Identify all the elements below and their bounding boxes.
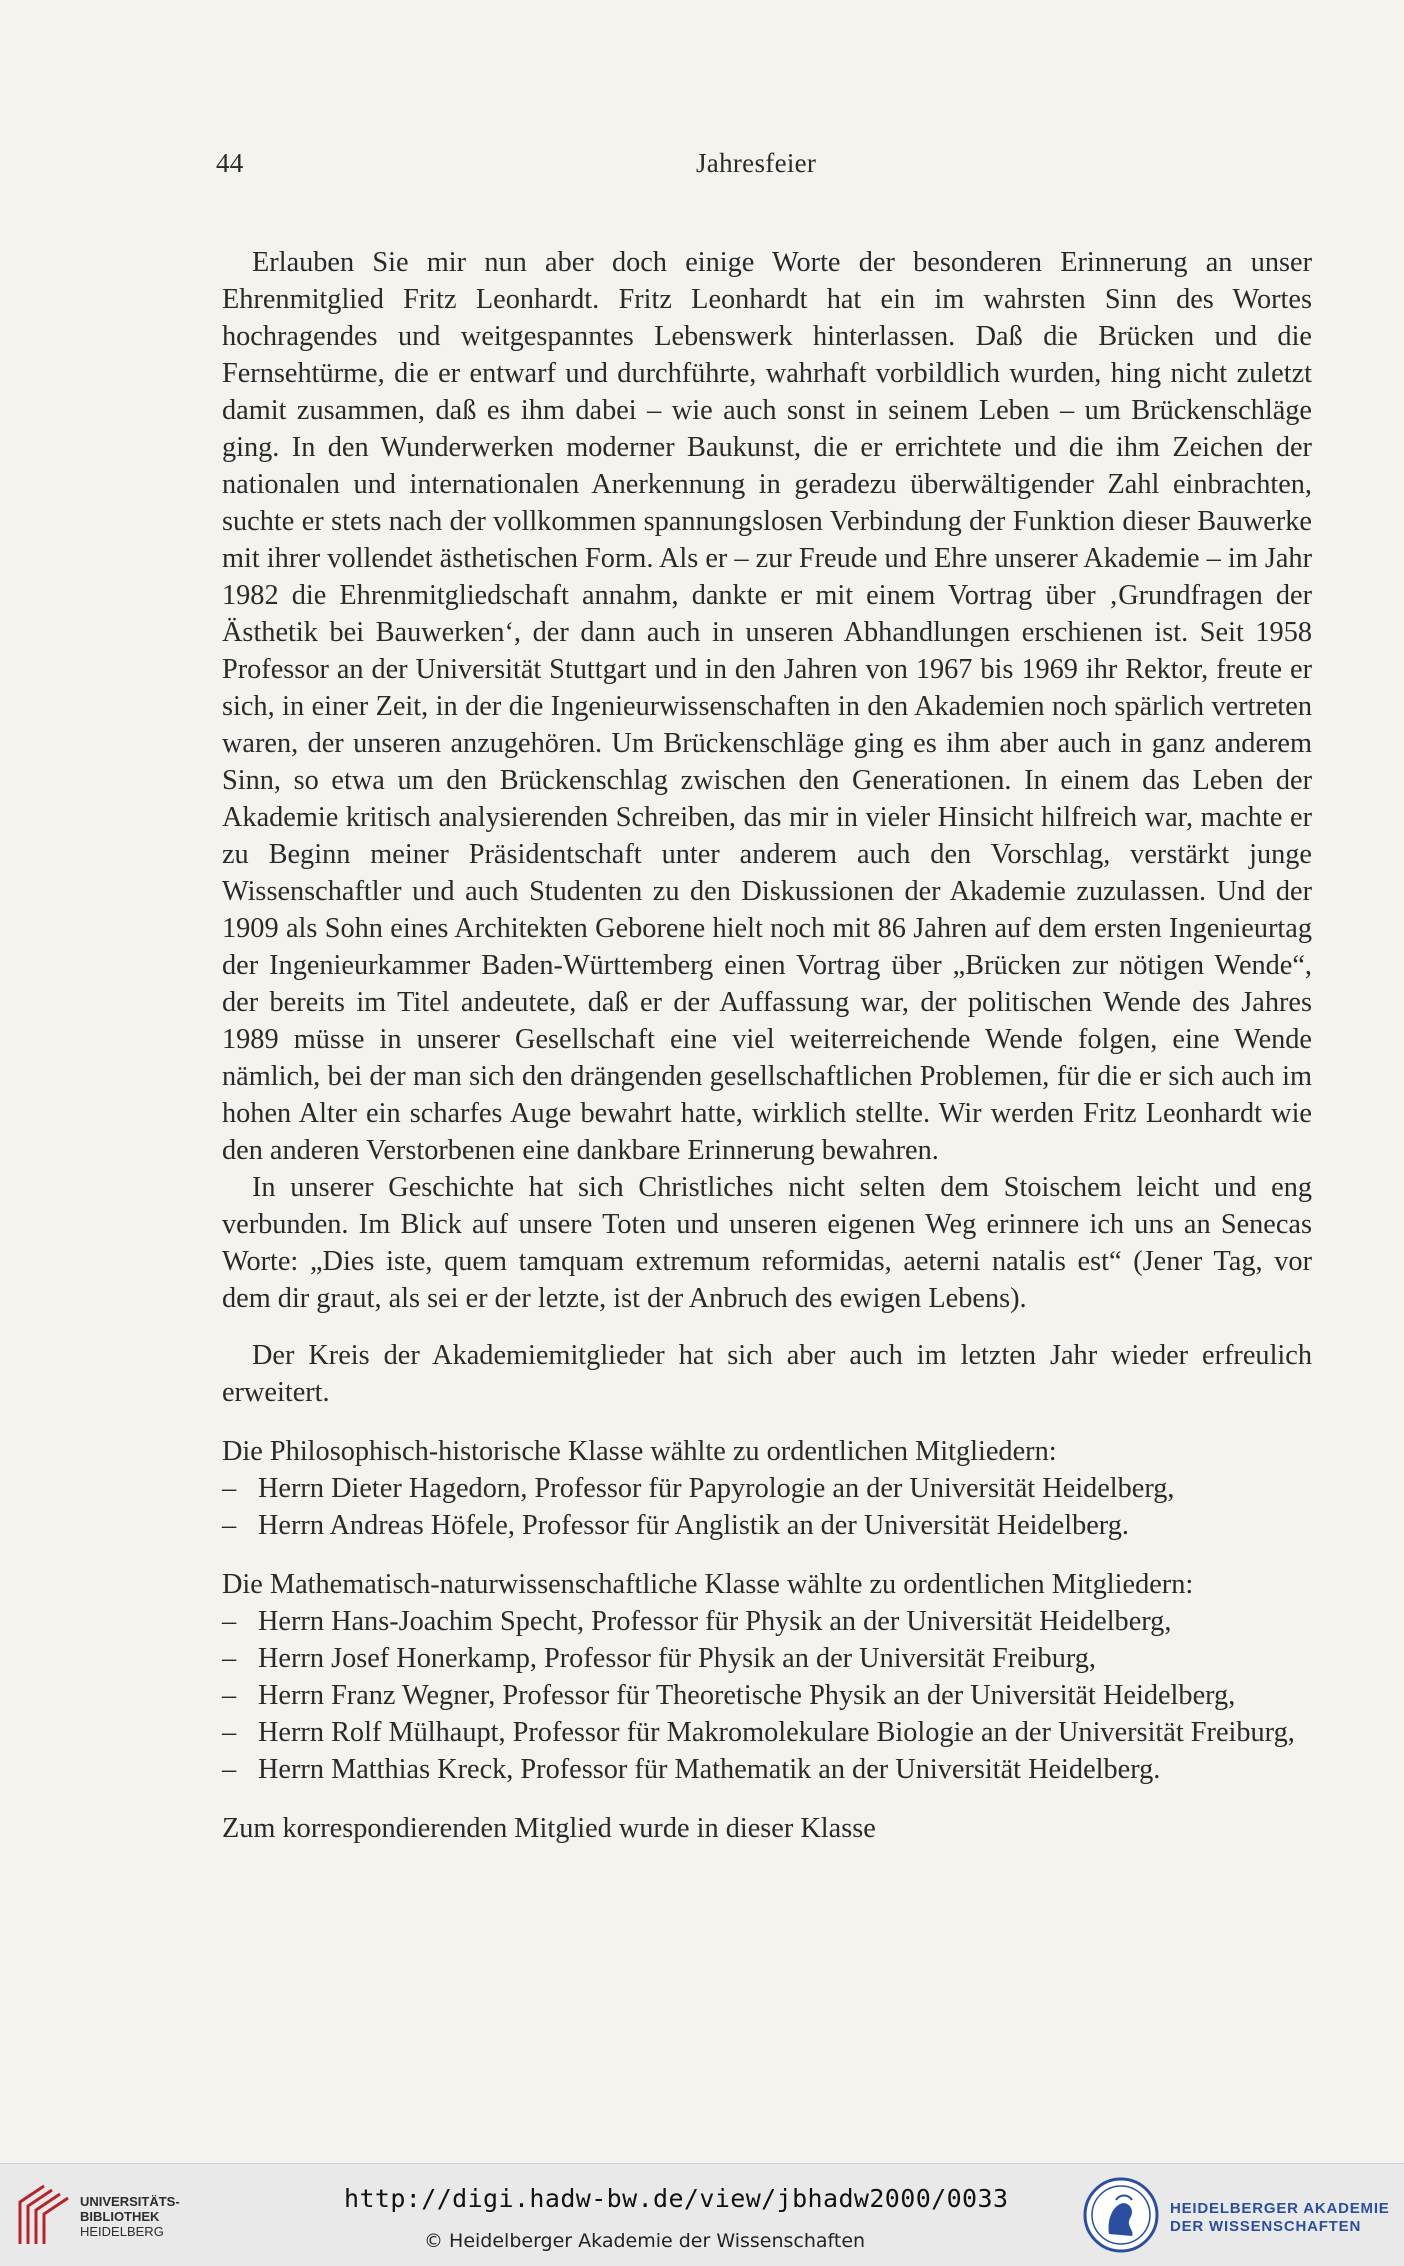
viewer-footer (0, 2163, 1404, 2266)
list-item (222, 1507, 1312, 1544)
member-entry: Herrn Rolf Mülhaupt, Professor für Makromolekulare Biologie an der Universität Freiburg, (258, 1717, 1295, 1748)
academy-name: HEIDELBERGER AKADEMIE DER WISSENSCHAFTEN (1170, 2200, 1390, 2235)
member-entry: Herrn Andreas Höfele, Professor für Anglistik an der Universität Heidelberg. (258, 1510, 1129, 1541)
phil-hist-intro: Die Philosophisch-historische Klasse wählte zu ordentlichen Mitgliedern: (222, 1436, 1057, 1467)
closing-line: Zum korrespondierenden Mitglied wurde in dieser Klasse (222, 1813, 876, 1844)
page-url-link[interactable]: http://digi.hadw-bw.de/view/jbhadw2000/0033 (344, 2184, 1009, 2213)
copyright-notice: © Heidelberger Akademie der Wissenschaften (424, 2230, 866, 2252)
list-item (222, 1677, 1312, 1714)
list-dash: – (222, 1754, 237, 1785)
list-dash: – (222, 1643, 237, 1674)
page-body (222, 244, 1312, 1847)
member-entry: Herrn Josef Honerkamp, Professor für Physik an der Universität Freiburg, (258, 1643, 1096, 1674)
paragraph-new-members: Der Kreis der Akademiemitglieder hat sich aber auch im letzten Jahr wieder erfreulich erweitert. (222, 1340, 1312, 1408)
list-dash: – (222, 1717, 237, 1748)
list-dash: – (222, 1473, 237, 1504)
university-library-logo-icon[interactable] (14, 2180, 74, 2250)
running-title: Jahresfeier (696, 148, 817, 178)
list-item (222, 1640, 1312, 1677)
member-entry: Herrn Franz Wegner, Professor für Theoretische Physik an der Universität Heidelberg, (258, 1680, 1236, 1711)
phil-hist-member-list (222, 1470, 1312, 1544)
member-entry: Herrn Matthias Kreck, Professor für Mathematik an der Universität Heidelberg. (258, 1754, 1161, 1785)
paragraph-leonhardt: Erlauben Sie mir nun aber doch einige Worte der besonderen Erinnerung an unser Ehrenmitglied Fritz Leonhardt. Fritz Leonhardt hat ein im wahrsten Sinn des Wortes hochragendes und weitgespanntes Lebenswerk hinterlassen. Daß die Brücken und die Fernsehtürme, die er entwarf und durchführte, wahrhaft vorbildlich wurden, hing nicht zuletzt damit zusammen, daß es ihm dabei – wie auch sonst in seinem Leben – um Brückenschläge ging. In den Wunderwerken moderner Baukunst, die er errichtete und die ihm Zeichen der nationalen und internationalen Anerkennung in geradezu überwältigender Zahl einbrachten, suchte er stets nach der vollkommen spannungslosen Verbindung der Funktion dieser Bauwerke mit ihrer vollendet ästhetischen Form. Als er – zur Freude und Ehre unserer Akademie – im Jahr 1982 die Ehrenmitgliedschaft annahm, dankte er mit einem Vortrag über ‚Grundfragen der Ästhetik bei Bauwerken‘, der dann auch in unseren Abhandlungen erschienen ist. Seit 1958 Professor an der Universität Stuttgart und in den Jahren von 1967 bis 1969 ihr Rektor, freute er sich, in einer Zeit, in der die Ingenieurwissenschaften in den Akademien noch spärlich vertreten waren, der unseren anzugehören. Um Brückenschläge ging es ihm aber auch in ganz anderem Sinn, so etwa um den Brückenschlag zwischen den Generationen. In einem das Leben der Akademie kritisch analysierenden Schreiben, das mir in vieler Hinsicht hilfreich war, machte er zu Beginn meiner Präsidentschaft unter anderem auch den Vorschlag, verstärkt junge Wissenschaftler und auch Studenten zu den Diskussionen der Akademie zuzulassen. Und der 1909 als Sohn eines Architekten Geborene hielt noch mit 86 Jahren auf dem ersten Ingenieurtag der Ingenieurkammer Baden-Württemberg einen Vortrag über „Brücken zur nötigen Wende“, der bereits im Titel andeutete, daß er der Auffassung war, der politischen Wende des Jahres 1989 müsse in unserer Gesellschaft eine viel weiterreichende Wende folgen, eine Wende nämlich, bei der man sich den drängenden gesellschaftlichen Problemen, für die er sich auch im hohen Alter ein scharfes Auge bewahrt hatte, wirklich stellte. Wir werden Fritz Leonhardt wie den anderen Verstorbenen eine dankbare Erinnerung bewahren. (222, 247, 1312, 1166)
page-number: 44 (216, 148, 244, 178)
list-item (222, 1603, 1312, 1640)
member-entry: Herrn Hans-Joachim Specht, Professor für Physik an der Universität Heidelberg, (258, 1606, 1172, 1637)
running-head (216, 148, 1176, 184)
list-dash: – (222, 1606, 237, 1637)
paragraph-seneca: In unserer Geschichte hat sich Christliches nicht selten dem Stoischem leicht und eng verbunden. Im Blick auf unsere Toten und unseren eigenen Weg erinnere ich uns an Senecas Worte: „Dies iste, quem tamquam extremum reformidas, aeterni natalis est“ (Jener Tag, vor dem dir graut, als sei er der letzte, ist der Anbruch des ewigen Lebens). (222, 1172, 1312, 1314)
university-library-name: UNIVERSITÄTS- BIBLIOTHEK HEIDELBERG (80, 2194, 180, 2239)
list-dash: – (222, 1680, 237, 1711)
academy-seal-icon[interactable] (1082, 2176, 1160, 2254)
math-nat-intro: Die Mathematisch-naturwissenschaftliche Klasse wählte zu ordentlichen Mitgliedern: (222, 1569, 1194, 1600)
list-item (222, 1714, 1312, 1751)
member-entry: Herrn Dieter Hagedorn, Professor für Papyrologie an der Universität Heidelberg, (258, 1473, 1175, 1504)
list-dash: – (222, 1510, 237, 1541)
list-item (222, 1751, 1312, 1788)
list-item (222, 1470, 1312, 1507)
math-nat-member-list (222, 1603, 1312, 1788)
